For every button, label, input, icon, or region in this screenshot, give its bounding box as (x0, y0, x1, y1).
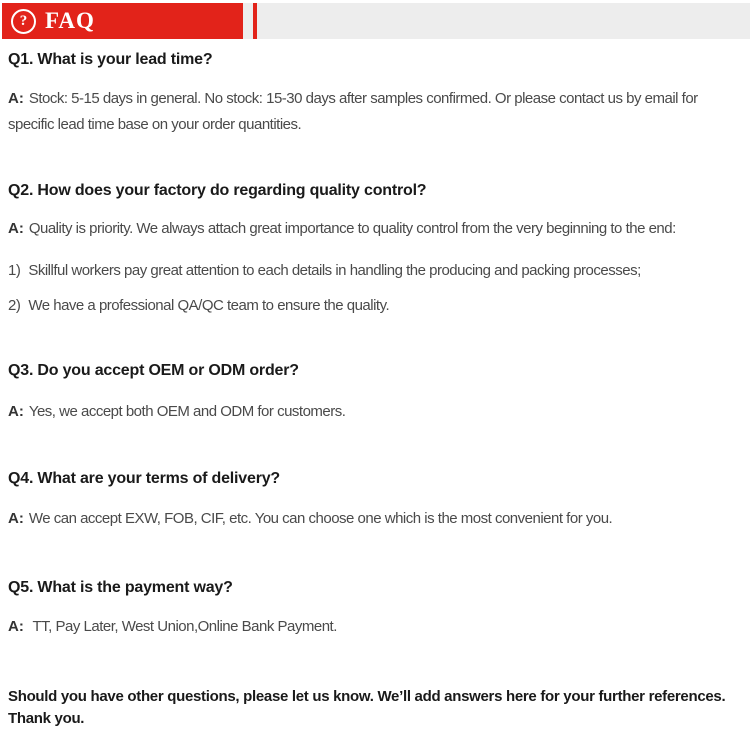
faq-item (8, 361, 742, 425)
faq-answer (8, 614, 742, 640)
answer-prefix: A: (8, 510, 24, 527)
faq-question: Q5. What is the payment way? (8, 579, 233, 596)
faq-answer (8, 86, 742, 138)
faq-question: Q2. How does your factory do regarding quality control? (8, 182, 427, 199)
faq-item (8, 50, 742, 138)
answer-text: Yes, we accept both OEM and ODM for customers. (28, 403, 346, 420)
faq-question: Q4. What are your terms of delivery? (8, 470, 280, 487)
faq-header (0, 3, 750, 39)
header-gap (243, 3, 253, 39)
answer-prefix: A: (8, 90, 24, 107)
faq-item (8, 578, 742, 640)
answer-text: We can accept EXW, FOB, CIF, etc. You can choose one which is the most convenient for you. (28, 510, 613, 527)
point-text: Skillful workers pay great attention to each details in handling the producing and packing processes; (28, 262, 641, 279)
faq-item (8, 469, 742, 532)
point-text: We have a professional QA/QC team to ensure the quality. (28, 297, 390, 314)
faq-question: Q1. What is your lead time? (8, 51, 213, 68)
faq-question: Q3. Do you accept OEM or ODM order? (8, 362, 299, 379)
answer-text: TT, Pay Later, West Union,Online Bank Payment. (28, 618, 337, 635)
answer-prefix: A: (8, 618, 24, 635)
faq-answer (8, 506, 742, 532)
faq-item (8, 181, 742, 319)
faq-content (0, 50, 750, 730)
faq-title: FAQ (45, 8, 95, 33)
answer-prefix: A: (8, 403, 24, 420)
question-mark-circle-icon: ? (11, 9, 36, 34)
answer-text: Stock: 5-15 days in general. No stock: 15-30 days after samples confirmed. Or please contact us by email for specific lead time base on your order quantities. (8, 90, 698, 133)
point-marker: 1) (8, 262, 21, 279)
header-gray-strip (257, 3, 750, 39)
faq-point (8, 293, 742, 319)
faq-answer (8, 399, 742, 425)
faq-point (8, 258, 742, 284)
answer-prefix: A: (8, 220, 24, 237)
faq-answer (8, 216, 742, 242)
point-marker: 2) (8, 297, 21, 314)
faq-banner (2, 3, 243, 39)
closing-note: Should you have other questions, please let us know. We’ll add answers here for your further references. Thank you. (8, 688, 726, 727)
answer-text: Quality is priority. We always attach great importance to quality control from the very beginning to the end: (28, 220, 676, 237)
